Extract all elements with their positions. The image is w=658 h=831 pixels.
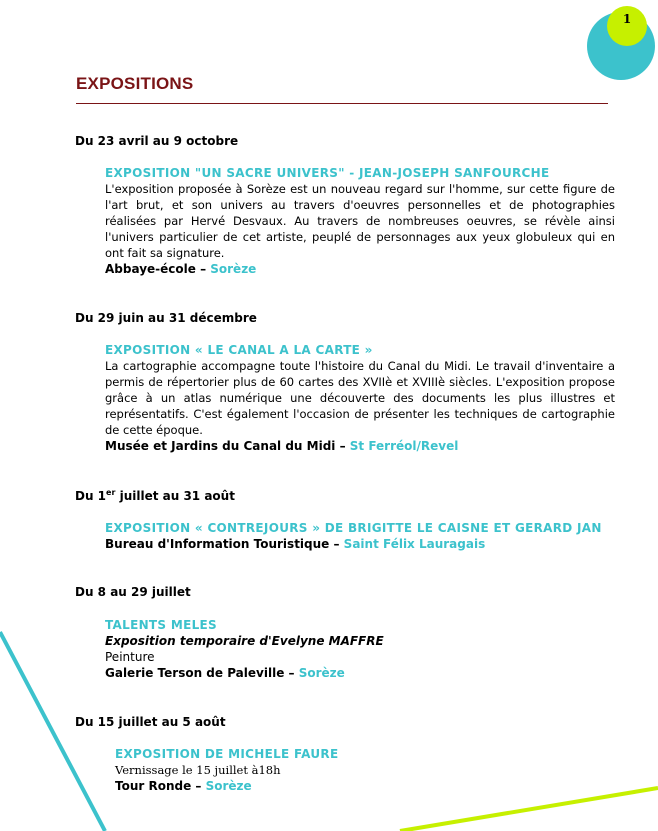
section-2-event-title: EXPOSITION « LE CANAL A LA CARTE » [105,343,373,357]
section-4-subtitle: Exposition temporaire d'Evelyne MAFFRE [105,634,384,648]
section-1-event-title: EXPOSITION "UN SACRE UNIVERS" - JEAN-JOSEPH SANFOURCHE [105,166,550,180]
section-3-date-sup: er [106,488,116,497]
section-3-separator: – [329,537,344,551]
section-3-location [105,536,615,552]
lime-diagonal-line [400,788,658,831]
section-4-date: Du 8 au 29 juillet [75,585,191,599]
section-5-city: Sorèze [205,779,252,793]
section-4-separator: – [284,666,299,680]
page-title: EXPOSITIONS [76,74,194,93]
section-3-place: Bureau d'Information Touristique [105,537,330,551]
section-5-separator: – [191,779,206,793]
section-1-date: Du 23 avril au 9 octobre [75,134,239,148]
page-number: 1 [622,12,632,26]
section-2-city: St Ferréol/Revel [349,439,459,453]
section-1-event [105,165,615,277]
section-3-date [75,488,235,503]
section-5-event [115,746,625,794]
section-5-place: Tour Ronde [115,779,192,793]
section-1-description: L'exposition proposée à Sorèze est un nouveau regard sur l'homme, sur cette figure de l'art brut, et son univers au travers d'oeuvres personnelles et de photographies réalisées par Hervé Desvaux. Au travers de nombreuses oeuvres, se révèle ainsi l'univers particulier de cet artiste, peuplé de personnages aux yeux globuleux qui en ont fait sa signature. [105,182,615,260]
section-2-location [105,438,615,454]
section-5-location [115,778,625,794]
section-4-location [105,665,615,681]
section-4-event-title: TALENTS MELES [105,618,217,632]
section-2-description: La cartographie accompagne toute l'histoire du Canal du Midi. Le travail d'inventaire a permis de répertorier plus de 60 cartes des XVIIè et XVIIIè siècles. L'exposition propose grâce à un atlas numérique une découverte des documents les plus illustres et représentatifs. C'est également l'occasion de présenter les techniques de cartographie de cette époque. [105,359,615,437]
section-3-date-prefix: Du 1 [75,489,107,503]
section-1-place: Abbaye-école [105,262,196,276]
section-5-info: Vernissage le 15 juillet à18h [115,763,281,777]
section-1-city: Sorèze [210,262,257,276]
section-2-event [105,342,615,454]
section-5-event-title: EXPOSITION DE MICHELE FAURE [115,747,339,761]
section-3-city: Saint Félix Lauragais [343,537,486,551]
section-1-location [105,261,615,277]
section-4-category: Peinture [105,650,155,664]
section-3-event-title: EXPOSITION « CONTREJOURS » DE BRIGITTE LE CAISNE ET GERARD JAN [105,521,602,535]
section-2-place: Musée et Jardins du Canal du Midi [105,439,336,453]
section-3-event [105,520,615,552]
section-5-date: Du 15 juillet au 5 août [75,715,226,729]
title-rule [76,103,608,104]
section-4-place: Galerie Terson de Paleville [105,666,285,680]
section-1-separator: – [195,262,211,276]
section-2-date: Du 29 juin au 31 décembre [75,311,257,325]
section-4-city: Sorèze [298,666,345,680]
section-2-separator: – [335,439,350,453]
teal-diagonal-line [0,632,105,831]
section-4-event [105,617,615,681]
section-3-date-suffix: juillet au 31 août [115,489,235,503]
